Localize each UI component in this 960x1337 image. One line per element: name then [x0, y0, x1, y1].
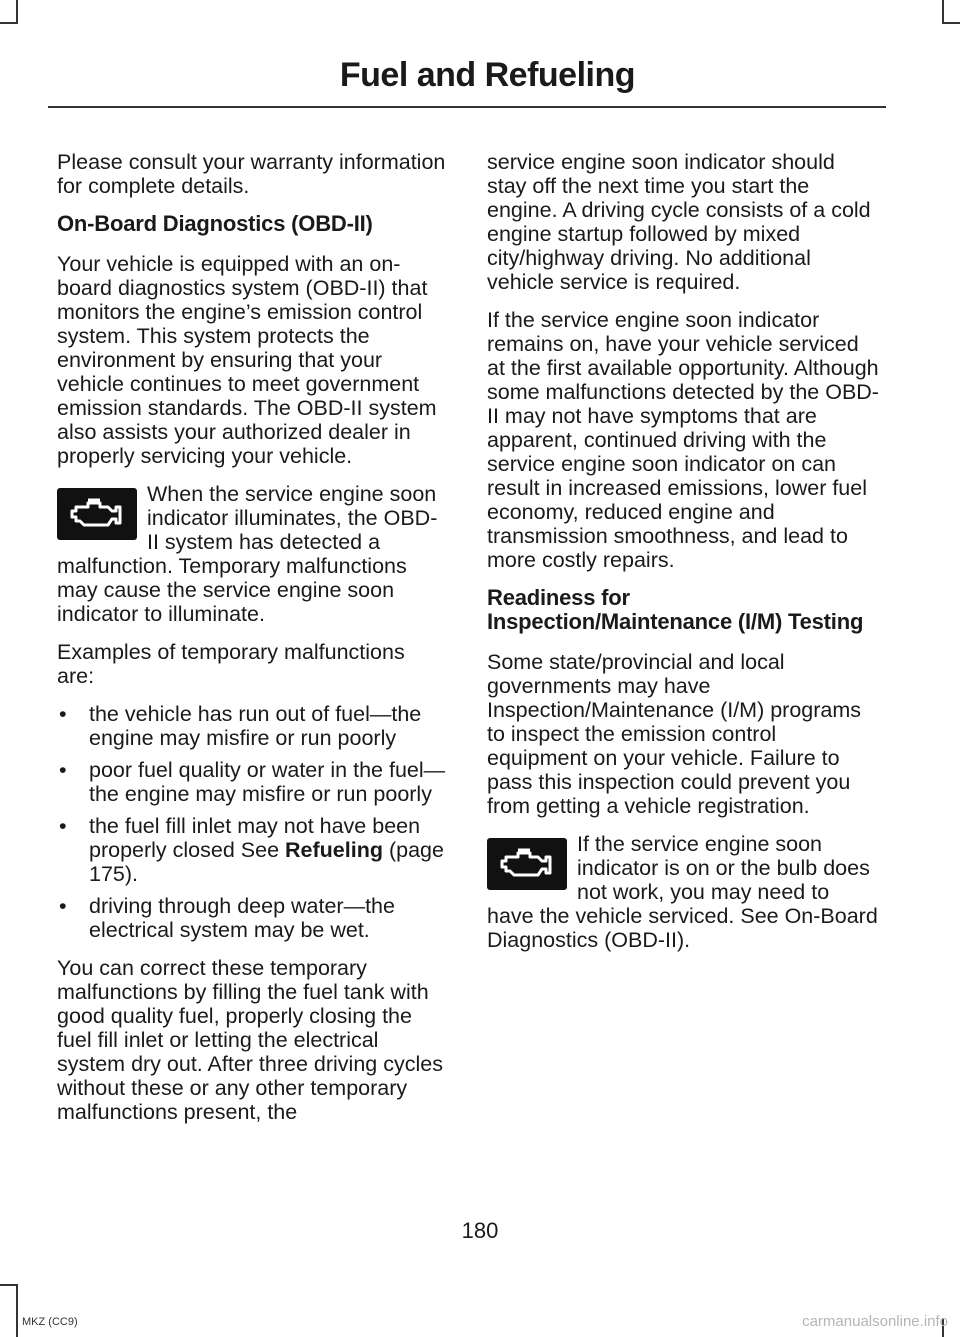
remains-paragraph: If the service engine soon indicator remains on, have your vehicle serviced at the first available opportunity. Although some malfunctions detected by the OBD-II may not have symptoms that are apparent, continued driving with the service engine soon indicator on can result in increased emissions, lower fuel economy, reduced engine and transmission smoothness, and lead to more costly repairs.	[487, 308, 879, 572]
correct-paragraph: You can correct these temporary malfunctions by filling the fuel tank with good quality fuel, properly closing the fuel fill inlet or letting the electrical system dry out. After three driving cycles without these or any other temporary malfunctions present, the	[57, 956, 443, 1124]
watermark: carmanualsonline.info	[802, 1313, 948, 1330]
page-number: 180	[461, 1218, 499, 1243]
crop-mark	[0, 1284, 18, 1286]
right-column	[487, 150, 880, 966]
crop-mark	[16, 0, 18, 22]
model-code: MKZ (CC9)	[22, 1316, 78, 1328]
crop-mark	[942, 22, 960, 24]
left-column	[57, 150, 447, 1138]
indicator-paragraph: When the service engine soon indicator illuminates, the OBD-II system has detected a malfunction. Temporary malfunctions may cause the service engine soon indicator to illuminate.	[57, 482, 438, 626]
obd-paragraph: Your vehicle is equipped with an on-board diagnostics system (OBD-II) that monitors the engine’s emission control system. This system protects the environment by ensuring that your vehicle continues to meet government emission standards. The OBD-II system also assists your authorized dealer in properly servicing your vehicle.	[57, 252, 437, 468]
examples-paragraph: Examples of temporary malfunctions are:	[57, 640, 405, 688]
list-item: • the fuel fill inlet may not have been properly closed See Refueling (page 175).	[59, 814, 444, 886]
list-item: • the vehicle has run out of fuel—the engine may misfire or run poorly	[59, 702, 422, 750]
readiness-heading: Readiness for Inspection/Maintenance (I/M) Testing	[487, 585, 864, 634]
section-title: Fuel and Refueling	[339, 56, 635, 94]
list-item: • driving through deep water—the electrical system may be wet.	[59, 894, 395, 942]
header-divider	[48, 106, 886, 108]
bulb-block	[487, 832, 880, 952]
refueling-link[interactable]: Refueling	[285, 838, 383, 862]
check-engine-icon	[57, 488, 137, 540]
continue-paragraph: service engine soon indicator should stay off the next time you start the engine. A driving cycle consists of a cold engine startup followed by mixed city/highway driving. No additional vehicle service is required.	[487, 150, 871, 294]
indicator-block	[57, 482, 447, 626]
bulb-paragraph: If the service engine soon indicator is on or the bulb does not work, you may need to have the vehicle serviced. See On-Board Diagnostics (OBD-II).	[487, 832, 878, 952]
crop-mark	[942, 0, 944, 22]
programs-paragraph: Some state/provincial and local governments may have Inspection/Maintenance (I/M) programs to inspect the emission control equipment on your vehicle. Failure to pass this inspection could prevent you from getting a vehicle registration.	[487, 650, 862, 818]
malfunction-list	[57, 702, 447, 942]
check-engine-icon	[487, 838, 567, 890]
page-reference: (page 175).	[89, 838, 444, 886]
crop-mark	[0, 22, 18, 24]
obd-heading: On-Board Diagnostics (OBD-II)	[57, 211, 373, 236]
intro-paragraph: Please consult your warranty information for complete details.	[57, 150, 446, 198]
crop-mark	[16, 1284, 18, 1337]
list-item: • poor fuel quality or water in the fuel—the engine may misfire or run poorly	[59, 758, 446, 806]
